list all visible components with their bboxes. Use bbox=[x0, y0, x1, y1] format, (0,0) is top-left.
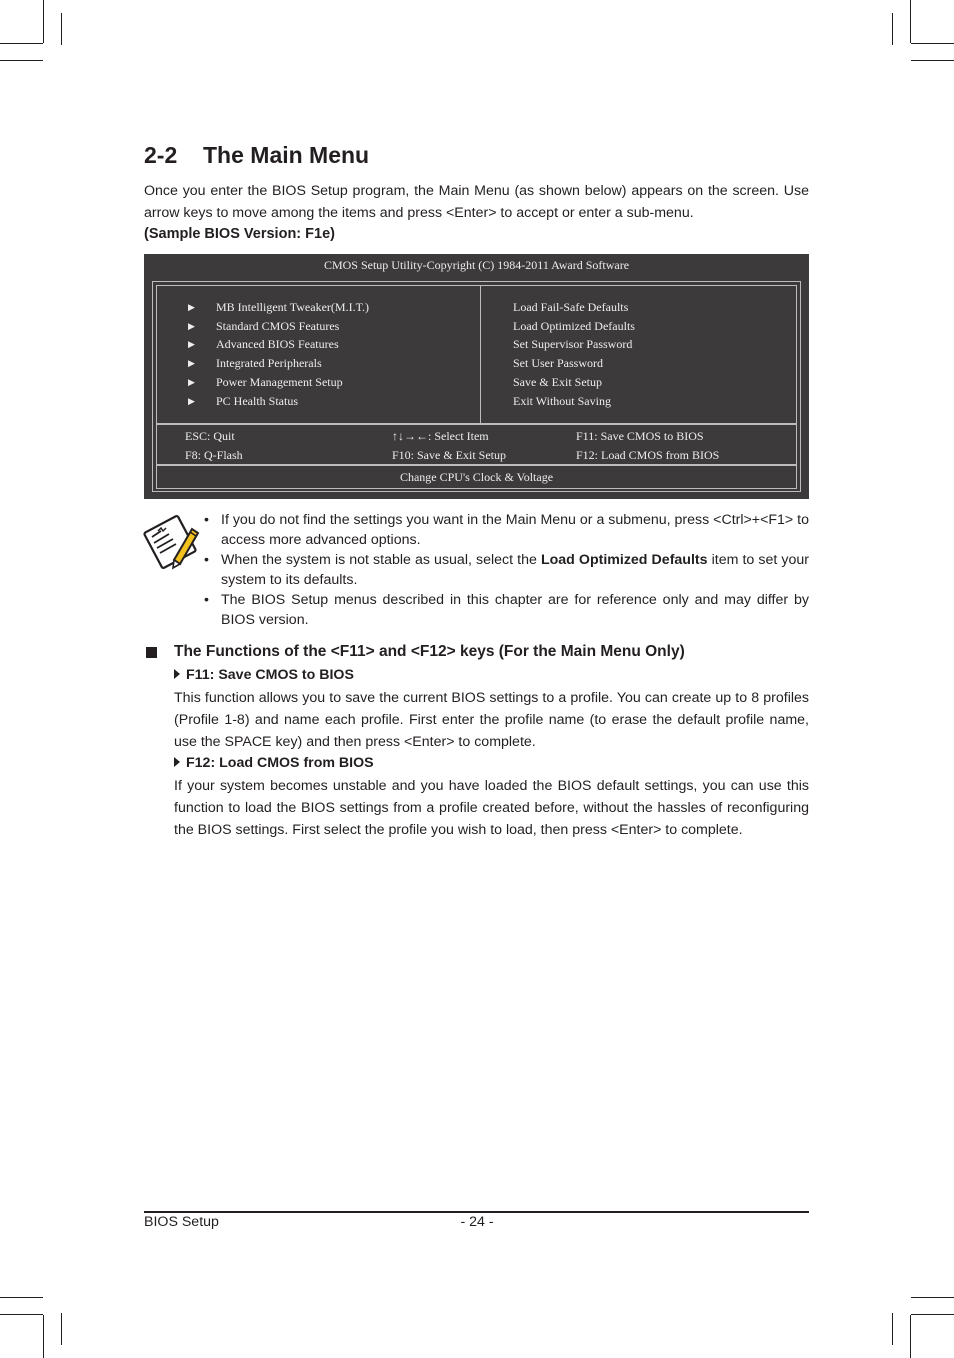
triangle-right-icon bbox=[174, 757, 180, 767]
key-f10: F10: Save & Exit Setup bbox=[392, 448, 506, 462]
square-bullet-icon bbox=[146, 647, 157, 658]
bios-menu-item-load-failsafe[interactable]: Load Fail-Safe Defaults bbox=[513, 300, 629, 314]
key-f8: F8: Q-Flash bbox=[185, 448, 243, 462]
bios-menu-item-power-management[interactable]: ▶ Power Management Setup bbox=[188, 375, 343, 389]
triangle-right-icon: ▶ bbox=[188, 358, 195, 368]
triangle-right-icon bbox=[174, 669, 180, 679]
list-item: • When the system is not stable as usual, select the Load Optimized Defaults item to set your system to its defaults. bbox=[204, 552, 809, 588]
f12-subtitle: F12: Load CMOS from BIOS bbox=[174, 755, 374, 771]
sample-version-label: (Sample BIOS Version: F1e) bbox=[144, 226, 335, 242]
footer-chapter: BIOS Setup bbox=[144, 1214, 219, 1230]
bios-menu-item-exit-without-saving[interactable]: Exit Without Saving bbox=[513, 394, 611, 408]
bios-menu-item-save-exit[interactable]: Save & Exit Setup bbox=[513, 375, 602, 389]
f11-paragraph: This function allows you to save the current BIOS settings to a profile. You can create up to 8 profiles (Profile 1-8) and name each profile. First enter the profile name (to erase the default profile name, use the SPACE key) and then press <Enter> to complete. bbox=[174, 690, 809, 750]
triangle-right-icon: ▶ bbox=[188, 396, 195, 406]
section-title: The Main Menu bbox=[203, 142, 370, 168]
bios-menu-item-integrated-peripherals[interactable]: ▶ Integrated Peripherals bbox=[188, 356, 322, 370]
bios-menu-panel bbox=[156, 285, 797, 424]
bios-menu-item-user-password[interactable]: Set User Password bbox=[513, 356, 603, 370]
section-number: 2-2 bbox=[144, 142, 178, 168]
notes-list bbox=[204, 510, 809, 630]
bios-menu-item-supervisor-password[interactable]: Set Supervisor Password bbox=[513, 337, 633, 351]
key-f11: F11: Save CMOS to BIOS bbox=[576, 429, 704, 443]
bios-column-divider bbox=[480, 286, 481, 423]
page-number: - 24 - bbox=[460, 1214, 494, 1230]
triangle-right-icon: ▶ bbox=[188, 321, 195, 331]
bios-main-menu-screen bbox=[144, 254, 809, 499]
bios-key-help-panel bbox=[156, 424, 797, 465]
bios-menu-item-mit[interactable]: ▶ MB Intelligent Tweaker(M.I.T.) bbox=[188, 300, 370, 314]
page-title bbox=[144, 142, 369, 169]
bios-help-line-panel bbox=[156, 465, 797, 489]
key-esc: ESC: Quit bbox=[185, 429, 235, 443]
note-pencil-icon bbox=[143, 515, 200, 570]
f12-paragraph: If your system becomes unstable and you have loaded the BIOS default settings, you can use this function to load the BIOS settings from a profile created before, without the hassles of reconfiguring the BIOS settings. First select the profile you wish to load, then press <Enter> to complete. bbox=[174, 778, 809, 838]
triangle-right-icon: ▶ bbox=[188, 339, 195, 349]
bios-menu-item-load-optimized[interactable]: Load Optimized Defaults bbox=[513, 319, 635, 333]
bios-frame bbox=[152, 281, 801, 492]
f11-subtitle: F11: Save CMOS to BIOS bbox=[174, 667, 354, 683]
bios-menu-item-pc-health[interactable]: ▶ PC Health Status bbox=[188, 394, 299, 408]
bios-title: CMOS Setup Utility-Copyright (C) 1984-2011 Award Software bbox=[323, 258, 630, 272]
key-f12: F12: Load CMOS from BIOS bbox=[576, 448, 720, 462]
triangle-right-icon: ▶ bbox=[188, 302, 195, 312]
bios-help-line: Change CPU's Clock & Voltage bbox=[399, 470, 554, 484]
list-item: • If you do not find the settings you want in the Main Menu or a submenu, press <Ctrl>+<F1> to access more advanced options. bbox=[204, 512, 809, 548]
list-item: • The BIOS Setup menus described in this chapter are for reference only and may differ by BIOS version. bbox=[204, 592, 809, 628]
key-select: ↑↓→←: Select Item bbox=[392, 429, 489, 443]
bios-menu-item-standard-cmos[interactable]: ▶ Standard CMOS Features bbox=[188, 319, 340, 333]
functions-section-title: The Functions of the <F11> and <F12> keys (For the Main Menu Only) bbox=[174, 643, 685, 660]
triangle-right-icon: ▶ bbox=[188, 377, 195, 387]
intro-paragraph: Once you enter the BIOS Setup program, the Main Menu (as shown below) appears on the screen. Use arrow keys to move among the items and press <Enter> to accept or enter a sub-menu. bbox=[144, 183, 809, 221]
bios-menu-item-advanced-bios[interactable]: ▶ Advanced BIOS Features bbox=[188, 337, 339, 351]
footer-rule bbox=[144, 1211, 809, 1213]
